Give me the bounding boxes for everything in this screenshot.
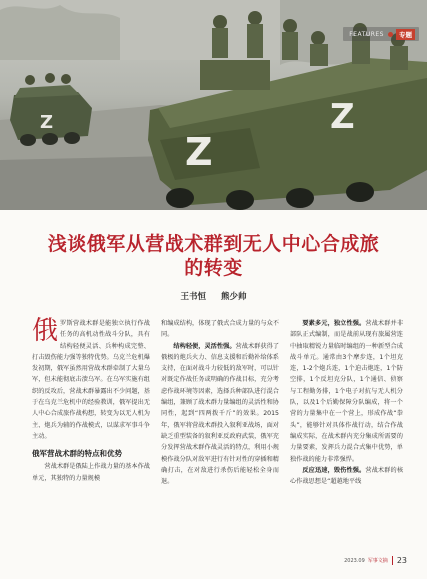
column-3: [290, 318, 403, 487]
features-badge: [343, 27, 419, 41]
body-paragraph: 和编成结构，体现了俄式合成力量的与众不同。: [161, 320, 279, 339]
body-paragraph: [290, 318, 403, 465]
svg-text:Z: Z: [40, 112, 54, 133]
footer-divider: [392, 556, 393, 565]
svg-text:Z: Z: [330, 97, 355, 137]
issue-date: 2023.09: [344, 557, 365, 564]
drop-cap: 俄: [32, 316, 59, 346]
section-heading: 俄军营战术群的特点和优势: [32, 449, 122, 459]
paragraph-text: 营战术群获得了俄极的炮兵火力、信息支援和后勤补给体系支持，在面对战斗力较低的敌军时，可以针对既定作战任务或明确的作战目标，充分考虑作战环境等因素，选择兵种部队进行混合编组，兼顾了战术群力量编组的灵活性和协同性，起到“四两拨千斤”的效果。2015年，俄军将营战术群投入叙利亚战场，面对缺乏重型装备的叙利亚反政府武装，俄军充分发挥营战术群作战灵活的特点，利用小规模作战分队对敌军进行有针对性的穿插和精确打击，在对敌进行杀伤后能轻松全身而退。: [161, 342, 280, 486]
paragraph-lead: 结构轻便，灵活性强。: [173, 342, 236, 350]
column-1: [32, 318, 150, 484]
article-title: [0, 232, 427, 280]
distant-vehicle: [10, 73, 92, 146]
paragraph-lead: 反应迅速，毁伤性强。: [302, 466, 366, 474]
page-footer: [344, 556, 407, 565]
column-2: [161, 318, 279, 487]
author-2: 熊少帅: [220, 292, 247, 302]
body-paragraph: [161, 341, 279, 488]
magazine-name: 军事文摘: [367, 558, 388, 564]
body-paragraph: 营战术群是俄陆上作战力量的基本作战单元，其独特的力量规模: [32, 463, 150, 482]
intro-text: 罗斯营战术群是能独立执行作战任务的高机动性战斗分队，具有结构轻便灵活、兵种构成完整、打击毁伤能力强等独特优势。乌克兰危机爆发初期，俄军虽然用营战术群牵制了大量乌军，但未能彻底击溃乌军。在乌军实施有组织的反攻后，营战术群暴露出不少问题，基于在乌克兰危机中的经验教训，俄军提出无人中心合成旅作战构想，转变为以无人机为主、炮兵为辅的作战模式，以谋求军事斗争主动。: [32, 320, 150, 440]
paragraph-text: 营战术群的核心作战思想是“超越地平线: [290, 466, 404, 486]
page-number: 23: [396, 556, 407, 565]
features-en-label: FEATURES: [349, 30, 384, 38]
svg-text:Z: Z: [185, 130, 213, 174]
badge-dot-icon: [388, 32, 393, 37]
paragraph-text: 营战术群并非部队正式编制，而是战前从现有旅属营连中抽取精锐力量临时编组的一种新型合成战斗单元。通常由3个摩步连，1个坦克连，1-2个炮兵连，1个迫击炮连，1个防空排，1个反坦克分队，1个通信、侦察与工程勤务排，1个电子对抗与无人机分队，以及1个后勤保障分队编成，将一个营的力量集中在一个营上，形成作战“拳头”，能够针对具体作战行动，结合作战编成实际，在战术群内充分集成所需要的力量要素，发挥兵力混合式集中优势，单独作战的能力非常强悍。: [290, 320, 404, 463]
title-line-2: 的转变: [184, 257, 243, 279]
intro-paragraph: [32, 318, 150, 442]
body-paragraph: [290, 465, 403, 488]
paragraph-lead: 要素多元，独立性强。: [302, 320, 366, 327]
title-line-1: 浅谈俄军从营战术群到无人中心合成旅: [47, 233, 380, 255]
author-1: 王书恒: [180, 292, 207, 302]
hero-photo: [0, 0, 427, 210]
author-byline: [0, 290, 427, 302]
features-zh-label: 专题: [396, 29, 415, 40]
